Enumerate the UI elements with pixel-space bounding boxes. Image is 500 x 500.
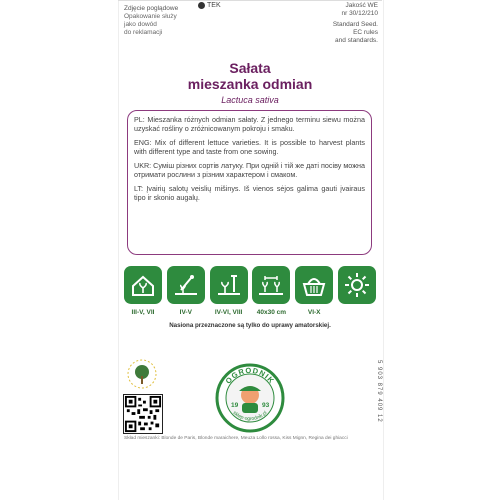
- logo-year-left: 19: [231, 402, 239, 409]
- label-spacing: 40x30 cm: [256, 309, 287, 316]
- icon-labels: [124, 309, 376, 316]
- label-greenhouse-sowing: III-V, VII: [131, 309, 155, 316]
- description-box: [127, 110, 372, 255]
- label-planting: IV-VI, VIII: [214, 309, 243, 316]
- outdoor-sowing-icon: [167, 266, 205, 304]
- description-pl: PL: Mieszanka różnych odmian sałaty. Z jednego terminu siewu można uzyskać rośliny o zróżnicowanym pokroju i smaku.: [134, 115, 365, 133]
- sun-icon: [338, 266, 376, 304]
- header-left: [124, 5, 178, 37]
- description-eng: ENG: Mix of different lettuce varieties. It is possible to harvest plants with different type and taste from one sowing.: [134, 138, 365, 156]
- tree-logo-icon: [126, 358, 158, 390]
- header-right: [333, 2, 378, 45]
- label-harvest: VI-X: [307, 309, 321, 316]
- top-border: [118, 0, 382, 1]
- harvest-basket-icon: [295, 266, 333, 304]
- quality-label: Jakość WE: [345, 2, 378, 9]
- complaint-note-3: do reklamacji: [124, 29, 163, 36]
- complaint-note-2: jako dowód: [124, 21, 157, 28]
- amateur-use-note: Nasiona przeznaczone są tylko do uprawy amatorskiej.: [169, 322, 331, 329]
- standard-line-2: EC rules: [353, 29, 378, 36]
- quality-number: nr 30/12/210: [341, 10, 378, 17]
- tek-mark: [198, 2, 221, 9]
- barcode-number: 5 903 879 409 12: [376, 360, 382, 423]
- title-line-2: mieszanka odmian: [187, 76, 313, 92]
- qr-code-icon: [123, 394, 163, 434]
- complaint-note-1: Opakowanie służy: [124, 13, 177, 20]
- logo-site: sklep-ogrodnik.pl: [231, 410, 269, 423]
- ogrodnik-logo: [215, 363, 285, 433]
- logo-brand: OGRODNIK: [223, 365, 277, 386]
- mix-composition: Skład mieszanki: Blonde de Paris, Blonde maraichere, Meuza Lollo rossa, Kiss Mignn, Regina dei ghiacci: [124, 436, 348, 441]
- growing-icons: [124, 266, 376, 304]
- spacing-icon: [252, 266, 290, 304]
- standard-line-3: and standards.: [334, 37, 378, 44]
- logo-year-right: 93: [262, 402, 270, 409]
- description-ukr: UKR: Суміш різних сортів латуку. При одній і тій же даті посіву можна отримати рослини з різним характером і смаком.: [134, 161, 365, 179]
- product-title: [118, 60, 382, 92]
- tek-label: TEK: [207, 2, 221, 9]
- title-line-1: Sałata: [229, 60, 271, 76]
- greenhouse-sowing-icon: [124, 266, 162, 304]
- standard-line-1: Standard Seed.: [332, 21, 378, 28]
- illustrative-photo-note: Zdjęcie poglądowe: [124, 5, 179, 12]
- tek-dot-icon: [198, 2, 205, 9]
- label-outdoor-sowing: IV-V: [179, 309, 192, 316]
- planting-icon: [210, 266, 248, 304]
- description-lt: LT: Įvairių salotų veislių mišinys. Iš vienos sėjos galima gauti įvairaus tipo ir skonio augalų.: [134, 184, 365, 202]
- label-sun: [338, 309, 376, 316]
- latin-name: Lactuca sativa: [221, 95, 279, 105]
